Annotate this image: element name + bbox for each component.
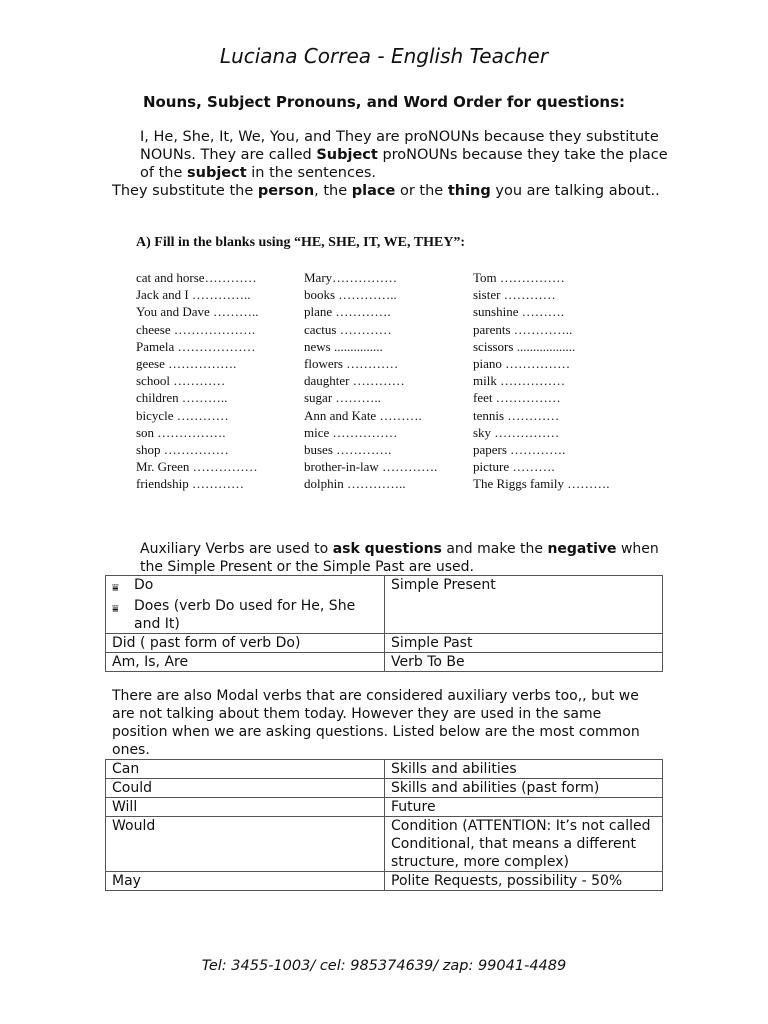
- exercise-column-3: [473, 269, 610, 493]
- table-cell: Would: [106, 817, 385, 872]
- bold-text: thing: [447, 183, 491, 199]
- text-span: proNOUNs because they take the place of the: [140, 147, 668, 181]
- section-title: Nouns, Subject Pronouns, and Word Order for questions:: [142, 93, 626, 111]
- table-row: [106, 779, 663, 798]
- exercise-item: Tom ……………: [473, 270, 565, 285]
- table-cell: May: [106, 872, 385, 891]
- bold-text: Subject: [316, 147, 378, 163]
- table-cell: Skills and abilities (past form): [385, 779, 663, 798]
- text-span: when the Simple Present or the Simple Past are used.: [140, 541, 659, 575]
- exercise-item: tennis …………: [473, 407, 560, 423]
- exercise-item: Jack and I …………..: [136, 287, 251, 303]
- exercise-item: brother-in-law ………….: [304, 459, 438, 475]
- bold-text: person: [257, 183, 315, 199]
- exercise-item: feet ……………: [473, 390, 561, 406]
- table-cell: [106, 576, 385, 634]
- table-cell: Skills and abilities: [385, 760, 663, 779]
- table-row: [106, 760, 663, 779]
- exercise-column-2: [304, 269, 437, 493]
- exercise-item: friendship …………: [136, 476, 244, 492]
- intro-text: [112, 128, 672, 200]
- text-span: in the sentences.: [246, 165, 377, 181]
- text-span: or the: [395, 183, 448, 199]
- table-cell: Simple Present: [385, 576, 663, 634]
- exercise-grid: [136, 269, 656, 495]
- exercise-item: geese …………….: [136, 356, 237, 372]
- exercise-item: The Riggs family ……….: [473, 476, 610, 492]
- exercise-item: scissors ..................: [473, 338, 576, 354]
- table-cell: Am, Is, Are: [106, 653, 385, 672]
- table-row: [106, 798, 663, 817]
- text-span: and make the: [441, 541, 548, 557]
- exercise-item: Mr. Green ……………: [136, 459, 258, 475]
- aux-verb-does: Does (verb Do used for He, She and It): [134, 598, 356, 632]
- bullet-icon: ⩸: [112, 581, 119, 594]
- exercise-item: milk ……………: [473, 373, 566, 389]
- bold-text: ask questions: [332, 541, 442, 557]
- table-cell: Will: [106, 798, 385, 817]
- text-span: I, He, She, It, We, You, and They are proNOUNs because they substitute NOUNs. They are called: [140, 129, 659, 163]
- exercise-item: sunshine ……….: [473, 304, 564, 320]
- intro-paragraph-1: [112, 128, 672, 182]
- exercise-item: Pamela ………………: [136, 338, 256, 354]
- modal-verbs-table: [105, 759, 663, 891]
- page-header: Luciana Correa - English Teacher: [219, 44, 549, 68]
- exercise-item: sky ……………: [473, 424, 560, 440]
- exercise-item: picture ……….: [473, 459, 555, 475]
- exercise-item: buses ………….: [304, 442, 392, 458]
- exercise-title: A) Fill in the blanks using “HE, SHE, IT, WE, THEY”:: [136, 235, 466, 250]
- exercise-item: flowers …………: [304, 356, 399, 372]
- contact-footer: Tel: 3455-1003/ cel: 985374639/ zap: 99041-4489: [201, 958, 567, 974]
- modal-text: There are also Modal verbs that are considered auxiliary verbs too,, but we are not talking about them today. However they are used in the same position when we are asking questions. Listed below are the most common ones.: [112, 688, 640, 758]
- exercise-item: cactus …………: [304, 321, 392, 337]
- table-cell: Simple Past: [385, 634, 663, 653]
- exercise-item: mice ……………: [304, 424, 398, 440]
- bold-text: negative: [547, 541, 617, 557]
- exercise-item: sister …………: [473, 287, 556, 303]
- exercise-column-1: [136, 269, 259, 493]
- exercise-item: bicycle …………: [136, 407, 229, 423]
- list-item: [112, 576, 378, 597]
- exercise-item: news ...............: [304, 338, 383, 354]
- text-span: you are talking about..: [490, 183, 660, 199]
- bold-text: subject: [187, 165, 247, 181]
- auxiliary-text: [112, 540, 660, 576]
- exercise-item: books …………..: [304, 287, 397, 303]
- text-span: , the: [314, 183, 352, 199]
- exercise-item: cheese ……………….: [136, 321, 256, 337]
- text-span: Auxiliary Verbs are used to: [140, 541, 333, 557]
- exercise-item: piano ……………: [473, 356, 571, 372]
- list-item: [112, 597, 378, 633]
- exercise-item: school …………: [136, 373, 226, 389]
- exercise-item: cat and horse…………: [136, 270, 257, 285]
- table-cell: Verb To Be: [385, 653, 663, 672]
- table-cell: Future: [385, 798, 663, 817]
- table-cell: Could: [106, 779, 385, 798]
- exercise-item: papers ………….: [473, 442, 566, 458]
- table-row: [106, 817, 663, 872]
- bullet-icon: ⩸: [112, 602, 119, 615]
- table-cell: Did ( past form of verb Do): [106, 634, 385, 653]
- exercise-item: daughter …………: [304, 373, 405, 389]
- table-row: [106, 634, 663, 653]
- exercise-item: plane ………….: [304, 304, 391, 320]
- text-span: They substitute the: [112, 183, 258, 199]
- table-cell: Can: [106, 760, 385, 779]
- table-row: [106, 872, 663, 891]
- exercise-item: You and Dave ………..: [136, 304, 259, 320]
- exercise-item: sugar ………..: [304, 390, 381, 406]
- bold-text: place: [351, 183, 396, 199]
- table-row: [106, 653, 663, 672]
- exercise-item: parents …………..: [473, 321, 573, 337]
- exercise-item: dolphin …………..: [304, 476, 406, 492]
- aux-verb-do: Do: [134, 577, 154, 593]
- modal-intro: [112, 687, 660, 759]
- table-cell: Polite Requests, possibility - 50%: [385, 872, 663, 891]
- exercise-item: son …………….: [136, 424, 226, 440]
- exercise-item: shop ……………: [136, 442, 229, 458]
- auxiliary-verbs-table: [105, 575, 663, 672]
- table-cell: Condition (ATTENTION: It’s not called Conditional, that means a different structure, more complex): [385, 817, 663, 872]
- table-row: [106, 576, 663, 634]
- exercise-item: Ann and Kate ……….: [304, 407, 422, 423]
- exercise-item: children ………..: [136, 390, 228, 406]
- intro-paragraph-2: [112, 182, 672, 200]
- exercise-item: Mary……………: [304, 270, 398, 285]
- auxiliary-intro: [112, 540, 660, 576]
